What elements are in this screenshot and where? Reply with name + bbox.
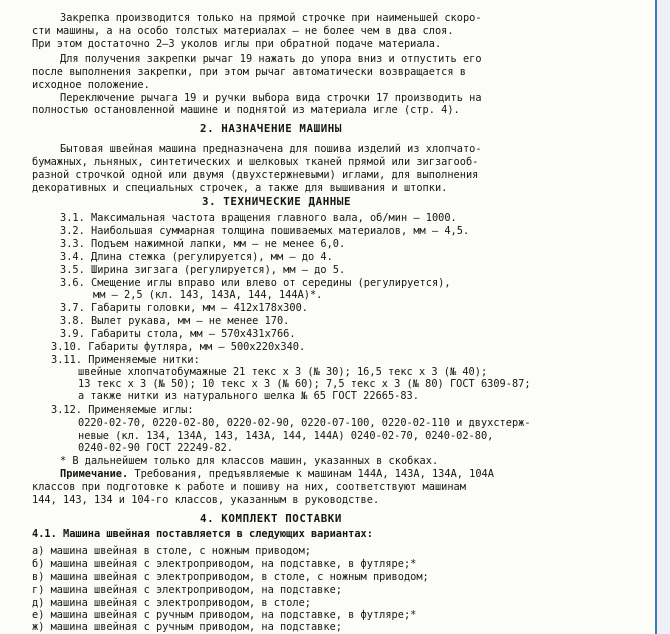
text-line: декоративных и специальных строчек, а также для вышивания и штопки. <box>32 182 448 194</box>
spec-item: а также нитки из натурального шелка № 65 ГОСТ 22665-83. <box>78 390 419 402</box>
text-line: Для получения закрепки рычаг 19 нажать до упора вниз и отпустить его <box>60 53 482 65</box>
spec-item: невые (кл. 134, 134А, 143, 143А, 144, 144А) 0240-02-70, 0240-02-80, <box>78 430 494 442</box>
spec-item: 3.9. Габариты стола, мм — 570х431х766. <box>60 328 296 340</box>
text-line: При этом достаточно 2—3 уколов иглы при обратной подаче материала. <box>32 38 442 50</box>
spec-item: 3.1. Максимальная частота вращения главного вала, об/мин — 1000. <box>60 212 457 224</box>
text-line: Закрепка производится только на прямой строчке при наименьшей скоро- <box>60 12 482 24</box>
text-line: разной строчкой одной или двумя (двухстержневыми) иглами, для выполнения <box>32 169 479 181</box>
spec-item: 3.10. Габариты футляра, мм — 500х220х340. <box>51 341 306 353</box>
spec-item: 3.8. Вылет рукава, мм — не менее 170. <box>60 315 290 327</box>
text-line: исходное положение. <box>32 79 150 91</box>
note-line: 144, 143, 134 и 104-го классов, указанным в руководстве. <box>32 494 380 506</box>
spec-item: 3.5. Ширина зигзага (регулируется), мм — до 5. <box>60 264 346 276</box>
subsection-heading: 4.1. Машина швейная поставляется в следующих вариантах: <box>32 528 373 540</box>
list-item: д) машина швейная с электроприводом, в столе; <box>32 597 311 609</box>
spec-item: 3.4. Длина стежка (регулируется), мм — до 4. <box>60 251 333 263</box>
list-item: ж) машина швейная с ручным приводом, на подставке; <box>32 621 342 633</box>
spec-item: 0220-02-70, 0220-02-80, 0220-02-90, 0220-07-100, 0220-02-110 и двухстерж- <box>78 417 531 429</box>
spec-item: 13 текс х 3 (№ 50); 10 текс х 3 (№ 60); 7,5 текс х 3 (№ 80) ГОСТ 6309-87; <box>78 378 531 390</box>
list-item: б) машина швейная с электроприводом, на подставке, в футляре;* <box>32 558 417 570</box>
text-line: Бытовая швейная машина предназначена для пошива изделий из хлопчато- <box>60 143 482 155</box>
section-heading: 4. КОМПЛЕКТ ПОСТАВКИ <box>200 512 343 525</box>
text-line: бумажных, льняных, синтетических и шелковых тканей прямой или зигзагооб- <box>32 156 479 168</box>
spec-item: 0240-02-90 ГОСТ 22249-82. <box>78 442 233 454</box>
note-line <box>60 468 494 480</box>
note-label: Примечание. <box>60 468 129 480</box>
spec-item: 3.7. Габариты головки, мм — 412х178х300. <box>60 302 308 314</box>
section-heading: 3. ТЕХНИЧЕСКИЕ ДАННЫЕ <box>202 195 352 208</box>
list-item: а) машина швейная в столе, с ножным приводом; <box>32 545 311 557</box>
text-line: полностью остановленной машине и поднятой из материала игле (стр. 4). <box>32 104 460 116</box>
footnote: * В дальнейшем только для классов машин, указанных в скобках. <box>60 455 439 467</box>
list-item: в) машина швейная с электроприводом, в столе, с ножным приводом; <box>32 571 429 583</box>
spec-item: 3.11. Применяемые нитки: <box>51 354 200 366</box>
spec-item: швейные хлопчатобумажные 21 текс х 3 (№ 30); 16,5 текс х 3 (№ 40); <box>78 366 488 378</box>
spec-item: мм — 2,5 (кл. 143, 143А, 144, 144А)*. <box>93 289 323 301</box>
section-heading: 2. НАЗНАЧЕНИЕ МАШИНЫ <box>200 122 343 135</box>
note-text: Требования, предъявляемые к машинам 144А, 143А, 134А, 104А <box>128 468 494 480</box>
text-line: сти машины, а на особо толстых материалах — не более чем в два слоя. <box>32 25 454 37</box>
spec-item: 3.3. Подъем нажимной лапки, мм — не менее 6,0. <box>60 238 346 250</box>
spec-item: 3.6. Смещение иглы вправо или влево от середины (регулируется), <box>60 277 451 289</box>
spec-item: 3.2. Наибольшая суммарная толщина пошиваемых материалов, мм — 4,5. <box>60 225 470 237</box>
viewer-side-strip <box>657 0 670 634</box>
list-item: е) машина швейная с ручным приводом, на подставке, в футляре;* <box>32 609 417 621</box>
text-line: после выполнения закрепки, при этом рычаг автоматически возвращается в <box>32 66 466 78</box>
list-item: г) машина швейная с электроприводом, на подставке; <box>32 584 342 596</box>
note-line: классов при подготовке к работе и пошиву на них, соответствуют машинам <box>32 481 466 493</box>
text-line: Переключение рычага 19 и ручки выбора вида строчки 17 производить на <box>60 92 482 104</box>
spec-item: 3.12. Применяемые иглы: <box>51 404 194 416</box>
